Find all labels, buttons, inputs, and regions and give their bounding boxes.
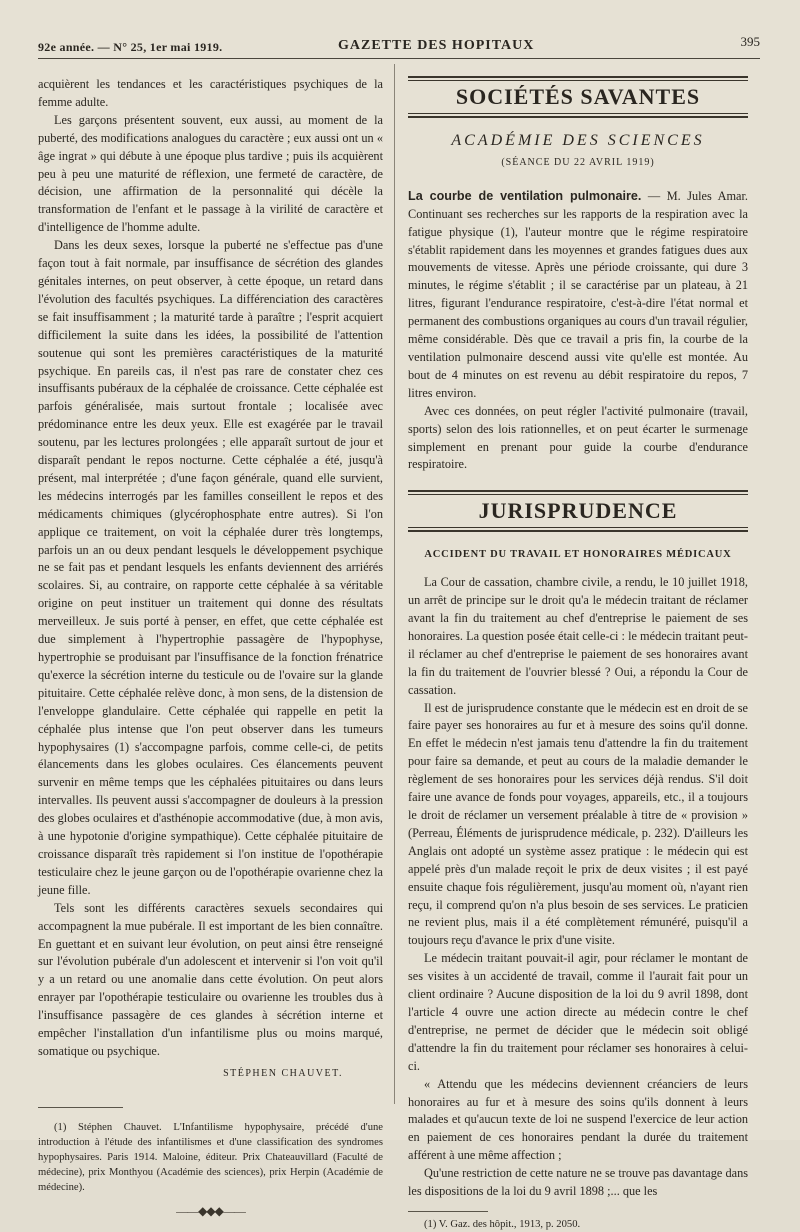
section-rule-top	[408, 490, 748, 495]
section-header-societes	[408, 76, 748, 118]
article-title: La courbe de ventilation pulmonaire.	[408, 188, 642, 203]
ornament-divider: ——◆◆◆——	[176, 1203, 245, 1218]
article-body: — M. Jules Amar. Continuant ses recherches sur les rapports de la respiration avec la fatigue physique (1), l'auteur montre que le régime respiratoire s'établit rapidement dans les moyennes et grandes fatigues dues aux mouvements de vitesse. Après une période croissante, qui dure 3 minutes, le régime s'établit ; il se caractérise par un plateau, à 21 litres, figurant l'endurance respiratoire, c'est-à-dire l'état normal et permanent des combustions organiques au cours d'un travail régulier, même considérable. Dès que ce travail a pris fin, la courbe de la ventilation pulmonaire descend aussi vite qu'elle est montée. Au bout de 4 minutes on est revenu au débit respiratoire du repos, 7 litres environ.	[408, 188, 748, 400]
right-column	[408, 76, 748, 1232]
article-paragraph: Avec ces données, on peut régler l'activité pulmonaire (travail, sports) selon des lois rationnelles, et on peut écarter le surmenage simplement en prenant pour guide la courbe d'endurance respiratoire.	[408, 403, 748, 472]
paragraph: Tels sont les différents caractères sexuels secondaires qui accompagnent la mue pubérale. Il est important de les bien connaître. En guettant et en suivant leur évolution, on peut ainsi être renseigné sur l'évolution pubérale d'un adolescent et intervenir si l'on voit qu'il y a un retard ou une anomalie dans cette évolution. On peut alors enrayer par l'opothérapie testiculaire ou ovarienne les troubles dus à l'insuffisance passagère de ces glandes à sécrétion interne et empêcher l'installation d'un infantilisme plus ou moins marqué, somatique ou psychique.	[38, 900, 383, 1058]
header-rule	[38, 58, 760, 59]
paragraph: La Cour de cassation, chambre civile, a rendu, le 10 juillet 1918, un arrêt de principe sur le droit qu'a le médecin traitant de réclamer avant la fin du traitement au chef d'entreprise le paiement de ses honoraires. La question posée était celle-ci : le médecin traitant peut-il réclamer au chef d'entreprise le paiement de ses honoraires avant la fin du traitement de l'ouvrier blessé ? Oui, a répondu la Cour de cassation.	[408, 575, 748, 697]
left-column	[38, 76, 383, 1221]
academy-heading: ACADÉMIE DES SCIENCES	[451, 132, 705, 149]
quote-paragraph: Qu'une restriction de cette nature ne se trouve pas davantage dans les dispositions de la loi du 9 avril 1898 ;... que les	[408, 1166, 748, 1199]
section-rule-top	[408, 76, 748, 81]
paragraph: Dans les deux sexes, lorsque la puberté ne s'effectue pas d'une façon tout à fait normale, par insuffisance de sécrétion des glandes génitales internes, on peut observer, à cette époque, un retard dans l'évolution des facultés psychiques. La différenciation des caractères se fait insuffisamment ; la maturité tarde à paraître ; l'esprit acquiert difficilement la suite dans les idées, la possibilité de l'attention soutenue qui sont les premières caractéristiques de la maturité psychique. En pareils cas, il n'est pas rare de constater chez ces insuffisants pubéraux de la céphalée de croissance. Cette céphalée est parfois généralisée, mais surtout frontale ; localisée avec prédominance entre les deux yeux. Elle est exagérée par le travail soutenu, par les lectures prolongées ; elle apparaît surtout de jour et disparaît pendant le repos nocturne. Cette céphalée a été, jusqu'à présent, mal interprétée ; d'une façon générale, quand elle survient, les médecins interrogés par les familles conseillent le repos et des médicaments chimiques (glycérophosphate entre autres). Si l'on applique ce traitement, on voit la céphalée durer très longtemps, parfois un an ou deux pendant lesquels le développement psychique ne se fait pas et pendant lesquels les enfants deviennent des arriérés scolaires. Si, au contraire, on rapporte cette céphalée à sa véritable origine on peut instituer un traitement qui donne des résultats merveilleux. Je suis porté à penser, en effet, que cette céphalée est due simplement à l'hypertrophie passagère de l'hypophyse, hypertrophie se produisant par l'insuffisance de la fonction frénatrice qu'exerce la sécrétion interne du testicule ou de l'ovaire sur la glande pituitaire. Cette céphalée relève donc, à mon sens, de la distension de l'enveloppe glandulaire. Cette céphalée qui rappelle en petit la céphalée plus intense que l'on peut observer dans les tumeurs hypophysaires (1) s'accompagne parfois, comme celle-ci, de petits élancements dans les globes oculaires. Ces élancements peuvent survenir en même temps que les céphalées pituitaires ou dans leurs intervalles. Ils peuvent aussi s'accompagner de douleurs à la pression des globes oculaires et d'asthénopie accommodative (due, à mon avis, à une hypotonie d'origine sympathique). Cette céphalée pituitaire de croissance disparaît très rapidement si l'on institue de l'opothérapie testiculaire chez le jeune garçon ou de l'opothérapie ovarienne chez la jeune fille.	[38, 238, 383, 897]
issue-info: 92e année. — N° 25, 1er mai 1919.	[38, 40, 223, 54]
column-divider	[394, 64, 395, 1104]
section-rule-bottom	[408, 527, 748, 532]
paragraph: Les garçons présentent souvent, eux aussi, au moment de la puberté, des modifications analogues du caractère ; eux aussi ont un « âge ingrat » qui débute à une époque plus tardive ; puis ils acquièrent peu à peu une maturité de réflexion, une fermeté de caractère, de décision, une affirmation de la personnalité qui décèle la transformation de l'enfant et le passage à la virilité de caractère et d'intelligence de l'homme adulte.	[38, 112, 383, 235]
footnote: (1) Stéphen Chauvet. L'Infantilisme hypophysaire, précédé d'une introduction à l'étude des infantilismes et d'une classification des syndromes hypophysaires. Paris 1914. Maloine, éditeur. Prix Chateauvillard (Faculté de médecine), prix Monthyou (Académie des sciences), prix Herpin (Académie de médecine).	[38, 1121, 383, 1193]
section-header-jurisprudence	[408, 490, 748, 532]
seance-date: (SÉANCE DU 22 AVRIL 1919)	[501, 156, 655, 168]
author-signature: STÉPHEN CHAUVET.	[223, 1067, 343, 1079]
paragraph: Le médecin traitant pouvait-il agir, pour réclamer le montant de ses visites à un accidenté de travail, comme il l'aurait fait pour un client ordinaire ? Aucune disposition de la loi du 9 avril 1898, dont l'article 4 ouvre une action directe au médecin contre le chef d'entreprise, ne permet de décider que le médecin soit obligé d'attendre la fin du traitement pour réclamer ses honoraires à celui-ci.	[408, 951, 748, 1073]
page-header	[38, 34, 760, 60]
footnote-rule	[408, 1211, 488, 1212]
section-title: SOCIÉTÉS SAVANTES	[455, 84, 701, 109]
journal-title: GAZETTE DES HOPITAUX	[338, 38, 535, 53]
section-rule-bottom	[408, 113, 748, 118]
paragraph: Il est de jurisprudence constante que le médecin est en droit de se faire payer ses honoraires au fur et à mesure des soins qu'il donne. En effet le médecin n'est jamais tenu d'attendre la fin du traitement pour faire sa demande, et peut au cours de la maladie demander le règlement de ses honoraires pour les services déjà rendus. S'il doit faire une avance de fonds pour voyages, appareils, etc., il a toujours le droit de réclamer un versement préalable à titre de « provision » (Perreau, Éléments de jurisprudence médicale, p. 232). D'ailleurs les Anglais ont adopté un système assez pratique : le médecin qui est appelé près d'un malade reçoit le prix de deux visites ; il est payé ensuite chaque fois régulièrement, jusqu'au moment où, n'ayant rien reçu, il comprend qu'on n'a plus besoin de ses services. Le praticien ne revient plus, mais il a été complètement rémunéré, puisqu'il a toujours reçu d'avance le prix d'une visite.	[408, 700, 748, 948]
page-number: 395	[740, 34, 760, 49]
footnote-rule	[38, 1107, 123, 1108]
article-paragraph	[408, 188, 748, 403]
quote-paragraph: « Attendu que les médecins deviennent créanciers de leurs honoraires au fur et à mesure des soins qu'ils donnent à leurs malades et qu'aucun texte de loi ne suspend l'exercice de leur action en paiement de ces honoraires pendant la durée du traitement afférent à une même affection ;	[408, 1076, 748, 1163]
section-title: JURISPRUDENCE	[478, 498, 678, 524]
article-subheading: ACCIDENT DU TRAVAIL ET HONORAIRES MÉDICAUX	[424, 549, 732, 561]
paragraph: acquièrent les tendances et les caractéristiques psychiques de la femme adulte.	[38, 77, 383, 109]
footnote: (1) V. Gaz. des hôpit., 1913, p. 2050.	[424, 1218, 581, 1230]
